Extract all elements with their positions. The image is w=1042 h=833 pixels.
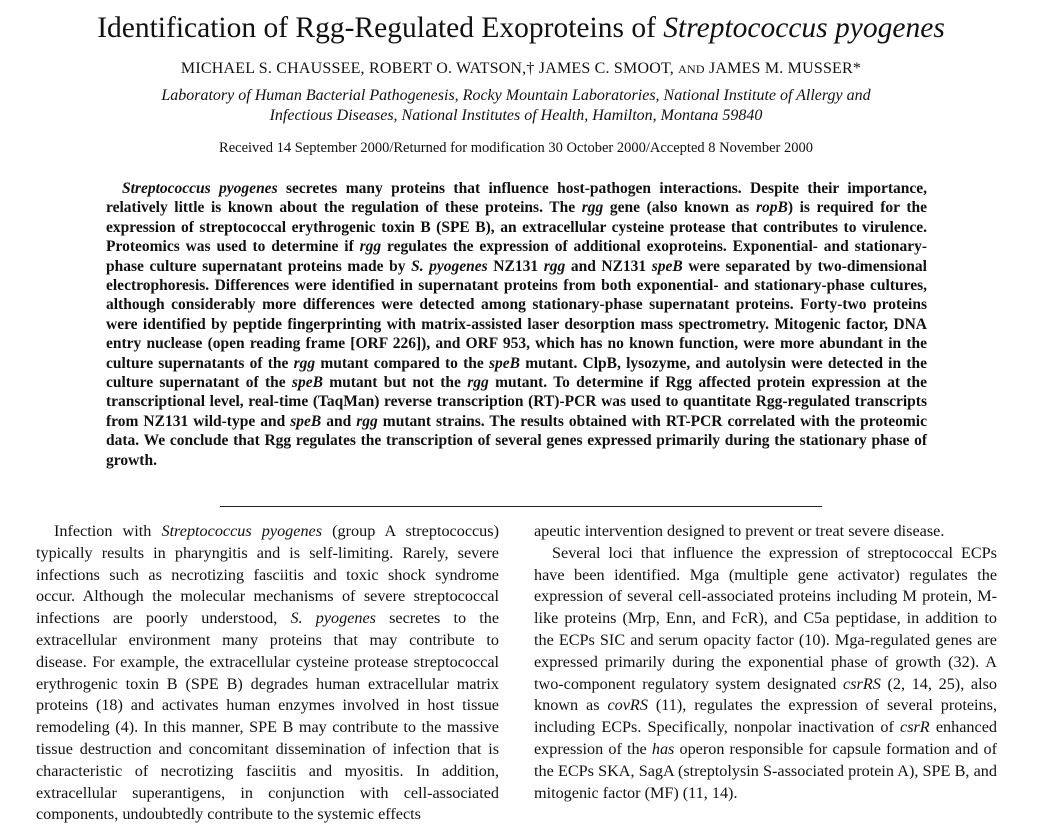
abstract-span: speB xyxy=(489,354,521,372)
body-span: Streptococcus pyogenes xyxy=(161,522,323,540)
author-list xyxy=(0,58,1042,80)
body-span: covRS xyxy=(607,696,648,715)
body-span: operon responsible for capsule formation and of the ECPs SKA, SagA (streptolysin S-associated protein A), SPE B, and mitogenic factor (MF) (11, 14). xyxy=(534,739,997,802)
abstract xyxy=(106,179,927,470)
body-paragraph xyxy=(534,543,997,805)
abstract-span: regulates the expression of additional exoproteins. Exponential- and stationary-phase culture supernatant proteins made by xyxy=(106,238,927,275)
abstract-span: rgg xyxy=(293,354,316,372)
body-span: has xyxy=(651,739,675,758)
abstract-span: rgg xyxy=(543,257,566,275)
body-span: Several loci that influence the expression of streptococcal ECPs have been identified. Mga (multiple gene activator) regulates the expression of several cell-associated proteins including M protein, M-like proteins (Mrp, Enn, and FcR), and C5a peptidase, in addition to the ECPs SIC and serum opacity factor (10). Mga-regulated genes are expressed primarily during the exponential phase of growth (32). A two-component regulatory system designated xyxy=(534,543,997,693)
abstract-span: mutant strains. The results obtained with RT-PCR correlated with the proteomic data. We conclude that Rgg regulates the transcription of several genes expressed primarily during the stationary phase of growth. xyxy=(106,412,927,469)
body-span: enhanced expression of the xyxy=(534,718,997,758)
body-span: (group A streptococcus) typically results in pharyngitis and is self-limiting. Rarely, severe infections such as necrotizing fasciitis and toxic shock syndrome occur. Although the molecular mechanisms of severe streptococcal infections are poorly understood, xyxy=(36,522,499,628)
body-paragraph: apeutic intervention designed to prevent or treat severe disease. xyxy=(534,522,945,540)
body-span: Infection with xyxy=(54,522,162,540)
abstract-span: rgg xyxy=(581,199,604,217)
abstract-span: speB xyxy=(290,412,322,430)
abstract-span: gene (also known as xyxy=(603,199,756,217)
authors-text: MICHAEL S. CHAUSSEE, ROBERT O. WATSON,† JAMES C. SMOOT, xyxy=(180,60,679,77)
authors-text-last: JAMES M. MUSSER* xyxy=(704,60,862,77)
abstract-span: Streptococcus pyogenes xyxy=(122,180,278,197)
body-paragraph xyxy=(36,521,499,826)
body-span: csrR xyxy=(900,718,930,737)
authors-and: AND xyxy=(678,62,705,76)
body-span: S. pyogenes xyxy=(290,609,376,628)
received-dates: Received 14 September 2000/Returned for modification 30 October 2000/Accepted 8 November 2000 xyxy=(219,140,813,156)
section-divider xyxy=(220,506,822,507)
body-span: (2, 14, 25), also known as xyxy=(534,674,998,715)
abstract-span: rgg xyxy=(359,238,382,256)
title-text: Identification of Rgg-Regulated Exoproteins of xyxy=(97,12,664,44)
paper-title xyxy=(0,10,1042,46)
abstract-span: rgg xyxy=(356,412,378,430)
body-column-left xyxy=(36,521,499,826)
abstract-span: secretes many proteins that influence host-pathogen interactions. Despite their importance, relatively little is known about the regulation of these proteins. The xyxy=(106,180,927,217)
abstract-span: NZ131 xyxy=(487,257,544,275)
affiliation xyxy=(0,86,1032,126)
abstract-span: mutant. To determine if Rgg affected protein expression at the transcriptional level, real-time (TaqMan) reverse transcription (RT)-PCR was used to quantitate Rgg-regulated transcripts from NZ131 wild-type and xyxy=(106,374,927,430)
body-column-right xyxy=(534,521,997,804)
abstract-span: and xyxy=(321,412,357,430)
abstract-span: ) is required for the expression of streptococcal erythrogenic toxin B (SPE B), an extracellular cysteine protease that contributes to virulence. Proteomics was used to determine if xyxy=(106,199,928,256)
body-span: secretes to the extracellular environment many proteins that may contribute to disease. For example, the extracellular cysteine protease streptococcal erythrogenic toxin B (SPE B) degrades human extracellular matrix proteins (18) and activates human enzymes involved in host tissue remodeling (4). In this manner, SPE B may contribute to the massive tissue destruction and concomitant dissemination of infection that is characteristic of necrotizing fasciitis and myositis. In addition, extracellular superantigens, in conjunction with cell-associated components, undoubtedly contribute to the systemic effects xyxy=(36,609,500,824)
body-span: (11), regulates the expression of several proteins, including ECPs. Specifically, nonpolar inactivation of xyxy=(534,696,997,737)
abstract-span: rgg xyxy=(467,374,489,392)
abstract-span: and NZ131 xyxy=(565,257,652,275)
abstract-span: mutant but not the xyxy=(322,374,468,392)
affiliation-line-2: Infectious Diseases, National Institutes of Health, Hamilton, Montana 59840 xyxy=(269,107,763,124)
affiliation-line-1: Laboratory of Human Bacterial Pathogenesis, Rocky Mountain Laboratories, National Institute of Allergy and xyxy=(161,87,871,104)
abstract-span: mutant. ClpB, lysozyme, and autolysin were detected in the culture supernatant of the xyxy=(106,354,927,392)
abstract-span: S. pyogenes xyxy=(411,257,488,275)
abstract-span: speB xyxy=(291,374,323,392)
abstract-span: speB xyxy=(651,257,683,275)
body-span: csrRS xyxy=(843,674,881,693)
abstract-span: ropB xyxy=(755,199,788,217)
abstract-span: mutant compared to the xyxy=(315,354,490,372)
title-species: Streptococcus pyogenes xyxy=(663,12,945,44)
abstract-span: were separated by two-dimensional electrophoresis. Differences were identified in supernatant proteins from both exponential- and stationary-phase cultures, although considerably more differences were detected among stationary-phase supernatant proteins. Forty-two proteins were identified by peptide fingerprinting with matrix-assisted laser desorption mass spectrometry. Mitogenic factor, DNA entry nuclease (open reading frame [ORF 226]), and ORF 953, which has no known function, were more abundant in the culture supernatants of the xyxy=(106,257,927,372)
